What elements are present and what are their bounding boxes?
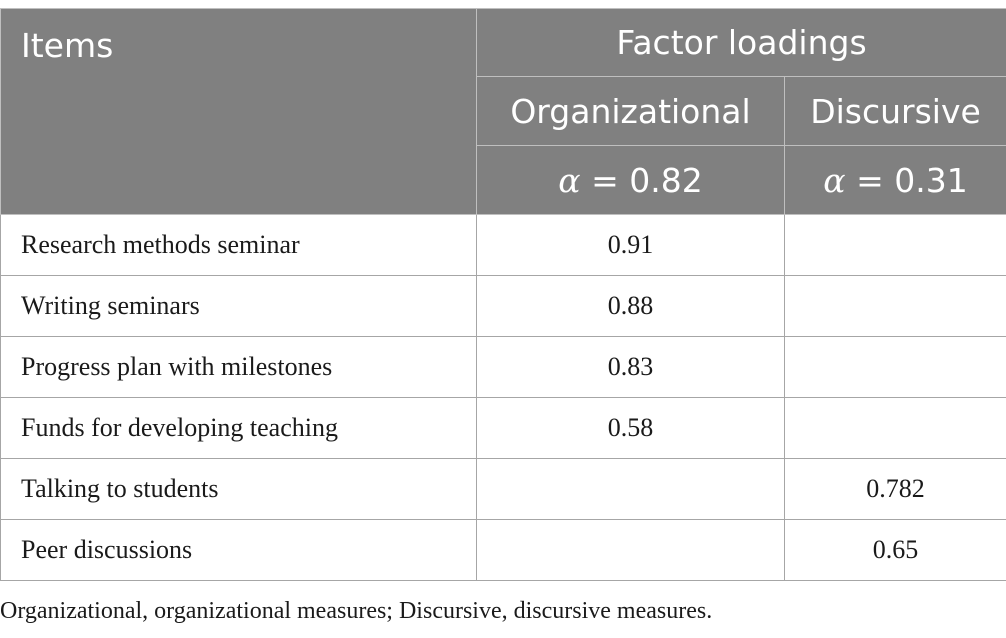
- item-cell: Peer discussions: [1, 520, 477, 581]
- table-body: [1, 215, 1006, 581]
- organizational-cell: 0.58: [477, 398, 785, 459]
- table-row: [1, 398, 1006, 459]
- discursive-header: Discursive: [785, 77, 1006, 146]
- organizational-cell: 0.91: [477, 215, 785, 276]
- table-header: [1, 9, 1006, 215]
- discursive-alpha-value: = 0.31: [856, 160, 968, 200]
- items-column-header: Items: [1, 9, 477, 215]
- discursive-cell: 0.782: [785, 459, 1006, 520]
- organizational-cell: 0.88: [477, 276, 785, 337]
- discursive-cell: [785, 398, 1006, 459]
- organizational-cell: 0.83: [477, 337, 785, 398]
- item-cell: Writing seminars: [1, 276, 477, 337]
- organizational-alpha-value: = 0.82: [591, 160, 703, 200]
- organizational-header: Organizational: [477, 77, 785, 146]
- factor-loadings-header: Factor loadings: [477, 9, 1006, 77]
- discursive-cell: [785, 215, 1006, 276]
- table-footnote: Organizational, organizational measures; Discursive, discursive measures.: [0, 598, 713, 624]
- table-row: [1, 337, 1006, 398]
- discursive-cell: 0.65: [785, 520, 1006, 581]
- table-row: [1, 215, 1006, 276]
- organizational-cell: [477, 459, 785, 520]
- discursive-alpha: [785, 146, 1006, 215]
- table-row: [1, 520, 1006, 581]
- item-cell: Funds for developing teaching: [1, 398, 477, 459]
- alpha-symbol: α: [823, 160, 846, 200]
- item-cell: Research methods seminar: [1, 215, 477, 276]
- organizational-alpha: [477, 146, 785, 215]
- table-row: [1, 459, 1006, 520]
- factor-loadings-table: [0, 8, 1006, 581]
- discursive-cell: [785, 337, 1006, 398]
- item-cell: Talking to students: [1, 459, 477, 520]
- item-cell: Progress plan with milestones: [1, 337, 477, 398]
- table-row: [1, 276, 1006, 337]
- alpha-symbol: α: [558, 160, 581, 200]
- discursive-cell: [785, 276, 1006, 337]
- organizational-cell: [477, 520, 785, 581]
